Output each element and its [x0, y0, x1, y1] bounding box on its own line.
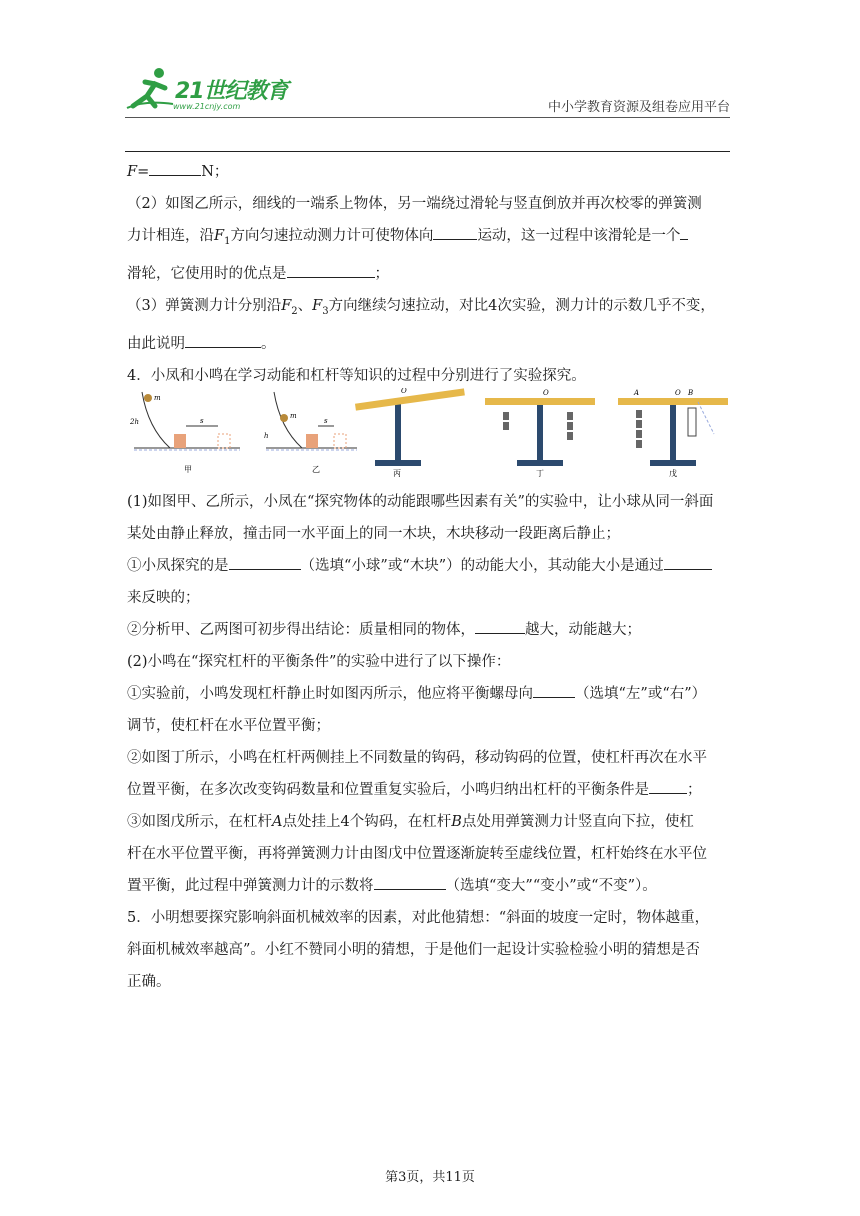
q5-line-3: 正确。 — [127, 973, 171, 990]
label-2h: 2h — [130, 418, 139, 426]
label-o: O — [675, 389, 681, 397]
text: 点处挂上4个钩码，在杠杆 — [282, 813, 452, 830]
blank[interactable] — [374, 873, 446, 890]
q3-line-3 — [127, 258, 730, 290]
label-s2: s — [324, 417, 328, 425]
blank[interactable] — [433, 223, 477, 240]
top-rule — [125, 151, 730, 152]
text: 由此说明 — [127, 335, 185, 352]
q3-line-1: （2）如图乙所示，细线的一端系上物体，另一端绕过滑轮与竖直倒放并再次校零的弹簧测 — [127, 196, 702, 212]
spring-scale — [688, 408, 696, 436]
q4-p1b: 某处由静止释放，撞击同一水平面上的同一木块，木块移动一段距离后静止； — [127, 525, 620, 542]
runner-logo-icon — [125, 66, 175, 112]
var-f: F — [214, 228, 225, 244]
label-m: m — [154, 394, 161, 402]
label-h: h — [264, 432, 269, 440]
subscript: 3 — [322, 305, 329, 317]
text: ①小凤探究的是 — [127, 557, 229, 574]
q4-p4 — [127, 614, 730, 646]
q4-p8: ②如图丁所示，小鸣在杠杆两侧挂上不同数量的钩码，移动钩码的位置，使杠杆再次在水平 — [127, 749, 707, 766]
fig-label-yi: 乙 — [312, 465, 320, 474]
text: 力计相连，沿 — [127, 228, 214, 244]
text: 置平衡，此过程中弹簧测力计的示数将 — [127, 877, 374, 894]
q4-p6 — [127, 678, 730, 710]
q4-p5: (2)小鸣在“探究杠杆的平衡条件”的实验中进行了以下操作： — [127, 653, 511, 670]
text: 运动，这一过程中该滑轮是一个 — [477, 228, 681, 244]
q5-line-2: 斜面机械效率越高”。小红不赞同小明的猜想，于是他们一起设计实验检验小明的猜想是否 — [127, 941, 700, 958]
label-o: O — [543, 389, 549, 397]
text: ； — [687, 781, 702, 798]
q3-line-0 — [127, 156, 730, 188]
figure-ding — [485, 389, 595, 478]
figure-jia — [130, 392, 240, 474]
q4-p11: 杆在水平位置平衡，再将弹簧测力计由图戊中位置逐渐旋转至虚线位置，杠杆始终在水平位 — [127, 845, 707, 862]
text: （选填“左”或“右”） — [575, 685, 707, 702]
header-rule — [125, 117, 730, 118]
q4-p3: 来反映的； — [127, 589, 200, 606]
blank[interactable] — [475, 617, 525, 634]
q4-p12 — [127, 870, 730, 902]
text: （选填“小球”或“木块”）的动能大小，其动能大小是通过 — [300, 557, 664, 574]
label-o: O — [401, 388, 407, 395]
q4-p1a: (1)如图甲、乙所示，小凤在“探究物体的动能跟哪些因素有关”的实验中，让小球从同一斜面 — [127, 493, 714, 510]
fig-label-wu: 戊 — [669, 469, 677, 478]
figure-yi — [264, 392, 357, 474]
page-header — [125, 66, 730, 118]
text: 滑轮，它使用时的优点是 — [127, 265, 287, 282]
label-m: m — [290, 412, 297, 420]
label-b: B — [688, 389, 694, 397]
q4-p7: 调节，使杠杆在水平位置平衡； — [127, 717, 330, 734]
text: （3）弹簧测力计分别沿 — [127, 297, 282, 314]
text: （选填“变大”“变小”或“不变”）。 — [445, 877, 657, 894]
figure-wu — [618, 389, 728, 478]
blank[interactable] — [149, 159, 201, 176]
q4-p10 — [127, 806, 730, 838]
var-f: F — [312, 297, 323, 314]
fig-label-jia: 甲 — [184, 465, 192, 474]
q4-title: 4．小凤和小鸣在学习动能和杠杆等知识的过程中分别进行了实验探究。 — [127, 367, 586, 384]
text: ③如图戊所示，在杠杆 — [127, 813, 272, 830]
lever-bar — [485, 398, 595, 405]
text: 点处用弹簧测力计竖直向下拉，使杠 — [461, 813, 694, 830]
text: ①实验前，小鸣发现杠杆静止时如图丙所示，他应将平衡螺母向 — [127, 685, 533, 702]
block — [306, 434, 318, 448]
blank[interactable] — [680, 223, 688, 240]
logo-url: www.21cnjy.com — [173, 102, 241, 111]
text: 越大，动能越大； — [525, 621, 641, 638]
blank[interactable] — [664, 553, 712, 570]
page-footer: 第3页，共11页 — [385, 1170, 475, 1185]
ball — [144, 394, 152, 402]
experiment-figures — [130, 388, 730, 480]
text: ②分析甲、乙两图可初步得出结论：质量相同的物体， — [127, 621, 475, 638]
text: = — [137, 164, 150, 180]
point-a: A — [272, 813, 283, 830]
fig-label-bing: 丙 — [393, 469, 401, 478]
q4-p9 — [127, 774, 730, 806]
text: 方向继续匀速拉动，对比4次实验，测力计的示数几乎不变， — [328, 297, 715, 314]
blank[interactable] — [533, 681, 575, 698]
figure-bing — [355, 388, 465, 478]
q5-line-1: 5．小明想要探究影响斜面机械效率的因素，对此他猜想：“斜面的坡度一定时，物体越重， — [127, 909, 710, 926]
logo-text: 21世纪教育 — [175, 79, 288, 104]
text: 位置平衡，在多次改变钩码数量和位置重复实验后，小鸣归纳出杠杆的平衡条件是 — [127, 781, 649, 798]
var-f: F — [127, 164, 138, 180]
blank[interactable] — [287, 261, 375, 278]
blank[interactable] — [185, 331, 261, 348]
lever-bar — [618, 398, 728, 405]
point-b: B — [451, 813, 462, 830]
label-a: A — [634, 389, 640, 397]
label-s1: s — [200, 417, 204, 425]
text: 。 — [261, 335, 276, 352]
ball — [280, 414, 288, 422]
page-content — [127, 156, 730, 998]
q3-line-5 — [127, 328, 730, 360]
var-f: F — [281, 297, 292, 314]
fig-label-ding: 丁 — [536, 469, 544, 478]
logo — [125, 66, 325, 116]
subscript: 2 — [291, 305, 298, 317]
text: 方向匀速拉动测力计可使物体向 — [230, 228, 434, 244]
lever-bar — [355, 388, 465, 410]
blank[interactable] — [649, 777, 687, 794]
platform-name: 中小学教育资源及组卷应用平台 — [547, 100, 730, 115]
q3-line-4 — [127, 290, 730, 328]
blank[interactable] — [229, 553, 301, 570]
text: N； — [201, 164, 229, 180]
q4-p2 — [127, 550, 730, 582]
block — [174, 434, 186, 448]
q3-line-2 — [127, 220, 730, 258]
text: 、 — [297, 297, 313, 314]
text: ； — [374, 265, 389, 282]
subscript: 1 — [224, 235, 231, 247]
